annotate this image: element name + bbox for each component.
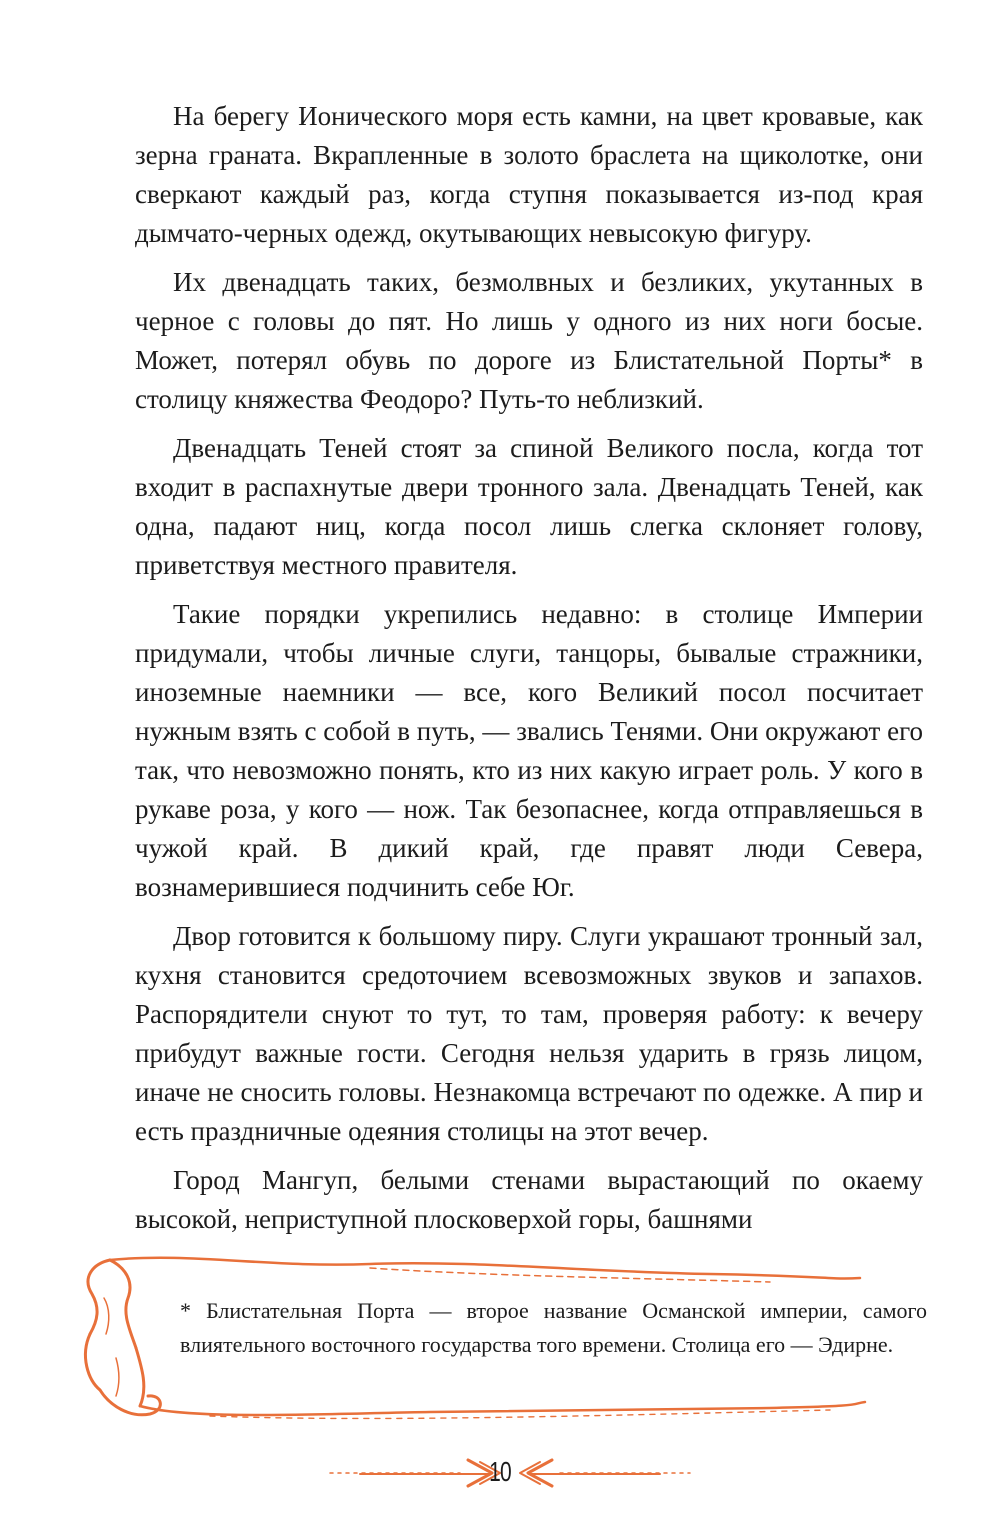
main-text <box>135 97 923 1249</box>
footnote: * Блистательная Порта — второе название Османской империи, самого влиятельного восточного государства того времени. Столица его — Эдирне. <box>180 1298 927 1357</box>
paragraph-3: Двенадцать Теней стоят за спиной Великого посла, когда тот входит в распахнутые двери тронного зала. Двенадцать Теней, как одна, падают ниц, когда посол лишь слегка склоняет голову, приветствуя местного правителя. <box>135 433 923 580</box>
paragraph-6: Город Мангуп, белыми стенами вырастающий по окаему высокой, неприступной плосковерхой горы, башнями <box>135 1165 923 1234</box>
paragraph-2: Их двенадцать таких, безмолвных и безликих, укутанных в черное с головы до пят. Но лишь у одного из них ноги босые. Может, потерял обувь по дороге из Блистательной Порты* в столицу княжества Феодоро? Путь-то неблизкий. <box>135 267 923 414</box>
paragraph-5: Двор готовится к большому пиру. Слуги украшают тронный зал, кухня становится средоточием всевозможных звуков и запахов. Распорядители снуют то тут, то там, проверяя работу: к вечеру прибудут важные гости. Сегодня нельзя ударить в грязь лицом, иначе не сносить головы. Незнакомца встречают по одежке. А пир и есть праздничные одеяния столицы на этот вечер. <box>135 921 923 1146</box>
paragraph-1: На берегу Ионического моря есть камни, на цвет кровавые, как зерна граната. Вкрапленные в золото браслета на щиколотке, они сверкают каждый раз, когда ступня показывается из-под края дымчато-черных одежд, окутывающих невысокую фигуру. <box>135 101 923 248</box>
paragraph-4: Такие порядки укрепились недавно: в столице Империи придумали, чтобы личные слуги, танцоры, бывалые стражники, иноземные наемники — все, кого Великий посол посчитает нужным взять с собой в путь, — звались Тенями. Они окружают его так, что невозможно понять, кто из них какую играет роль. У кого в рукаве роза, у кого — нож. Так безопаснее, когда отправляешься в чужой край. В дикий край, где правят люди Севера, вознамерившиеся подчинить себе Юг. <box>135 599 923 902</box>
page-number: 10 <box>489 1456 511 1487</box>
